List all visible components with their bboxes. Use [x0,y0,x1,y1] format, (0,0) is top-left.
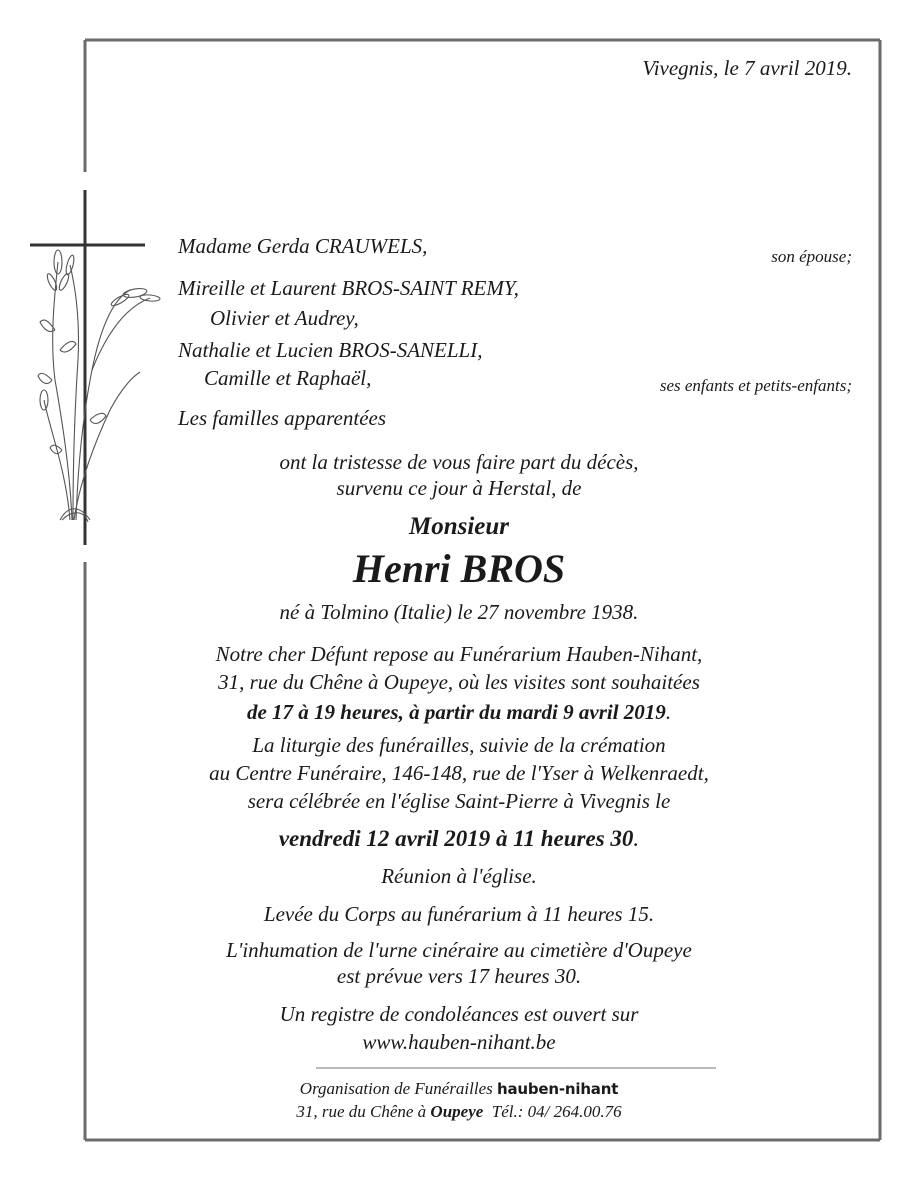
footer-address-town: Oupeye [430,1102,484,1121]
footer-address [0,1100,918,1124]
viewing-line-2: 31, rue du Chêne à Oupeye, où les visites sont souhaitées [218,670,700,694]
liturgy-datetime-end: . [633,826,640,851]
condolences-website[interactable]: www.hauben-nihant.be [362,1030,556,1054]
family-line-2: Olivier et Audrey, [210,306,359,330]
viewing-hours-end: . [665,700,672,724]
viewing-hours-bold: de 17 à 19 heures, à partir du mardi 9 avril 2019 [246,700,666,724]
burial-line-1: L'inhumation de l'urne cinéraire au cimetière d'Oupeye [226,938,692,962]
children-relation: ses enfants et petits-enfants; [659,376,852,395]
footer-organisation [0,1077,918,1101]
announcement-line-2: survenu ce jour à Herstal, de [336,476,582,500]
footer-brand: hauben-nihant [497,1080,619,1098]
family-line-3: Nathalie et Lucien BROS-SANELLI, [178,338,483,362]
footer-org-prefix: Organisation de Funérailles [299,1079,493,1098]
deceased-title: Monsieur [408,513,510,540]
condolences-line-1: Un registre de condoléances est ouvert sur [279,1002,639,1026]
liturgy-line-3: sera célébrée en l'église Saint-Pierre à Vivegnis le [247,789,671,813]
birth-info: né à Tolmino (Italie) le 27 novembre 1938. [279,600,639,624]
gathering: Réunion à l'église. [381,864,537,888]
liturgy-datetime [0,826,918,852]
place-date: Vivegnis, le 7 avril 2019. [642,56,852,80]
deceased-name: Henri BROS [352,546,566,591]
liturgy-line-2: au Centre Funéraire, 146-148, rue de l'Yser à Welkenraedt, [209,761,709,785]
footer-address-prefix: 31, rue du Chêne à [296,1102,427,1121]
family-line-4: Camille et Raphaël, [204,366,372,390]
family-line-1: Mireille et Laurent BROS-SAINT REMY, [178,276,519,300]
relatives: Les familles apparentées [178,406,387,430]
removal: Levée du Corps au funérarium à 11 heures 15. [263,902,655,926]
viewing-line-1: Notre cher Défunt repose au Funérarium Hauben-Nihant, [215,642,703,666]
liturgy-line-1: La liturgie des funérailles, suivie de la crémation [252,733,666,757]
footer-phone: Tél.: 04/ 264.00.76 [491,1102,622,1121]
liturgy-datetime-bold: vendredi 12 avril 2019 à 11 heures 30 [278,826,634,851]
viewing-hours [0,700,918,724]
spouse-relation: son épouse; [771,247,852,266]
announcement-line-1: ont la tristesse de vous faire part du décès, [279,450,639,474]
burial-line-2: est prévue vers 17 heures 30. [336,964,582,988]
spouse-name: Madame Gerda CRAUWELS, [178,234,428,258]
